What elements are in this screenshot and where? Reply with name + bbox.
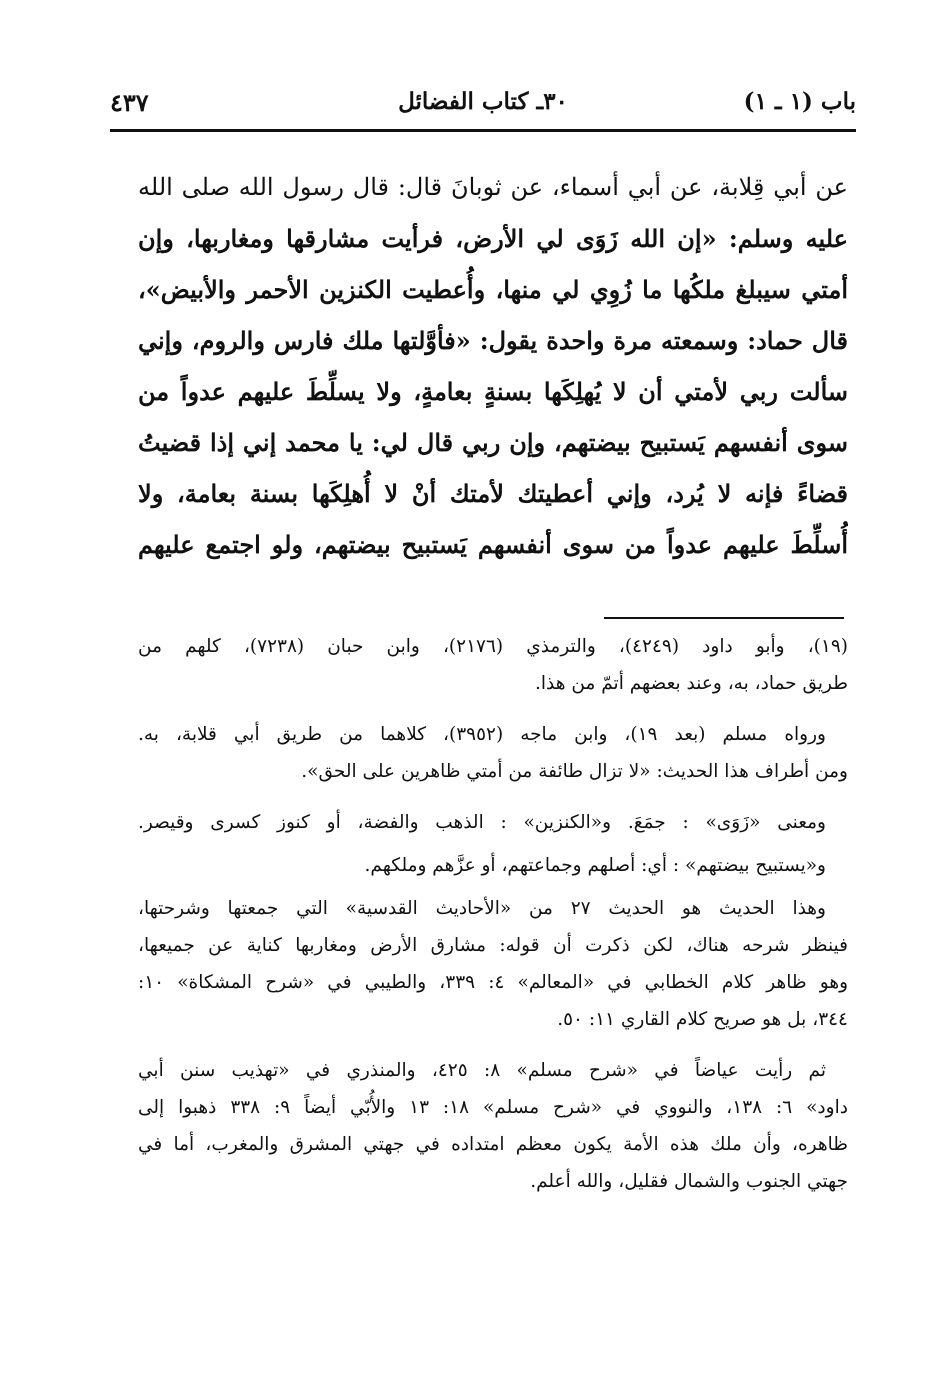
- footnote-paragraph: [138, 1052, 848, 1200]
- footnote-paragraph: [138, 628, 848, 702]
- main-line: قضاءً فإنه لا يُرد، وإني أعطيتك لأمتك أنْ لا أُهلِكَها بسنة بعامة، ولا: [138, 479, 848, 508]
- footnote-line: وهو ظاهر كلام الخطابي في «المعالم» ٤: ٣٣٩، والطيبي في «شرح المشكاة» ١٠:: [138, 972, 848, 993]
- footnotes: [138, 628, 848, 1214]
- footnote-line: ظاهره، وأن ملك هذه الأمة يكون معظم امتداده في جهتي المشرق والمغرب، أما في: [138, 1134, 848, 1155]
- footnote-line: ثم رأيت عياضاً في «شرح مسلم» ٨: ٤٢٥، والمنذري في «تهذيب سنن أبي: [138, 1060, 826, 1081]
- footnote-line: و«يستبيح بيضتهم» : أي: أصلهم وجماعتهم، أو عزَّهم وملكهم.: [364, 855, 826, 876]
- footnote-line: ٣٤٤، بل هو صريح كلام القاري ١١: ٥٠.: [557, 1009, 848, 1030]
- header-rule: [110, 129, 856, 132]
- page-header: [110, 88, 856, 132]
- book-title: ٣٠ـ كتاب الفضائل: [398, 88, 568, 115]
- main-line: عليه وسلم: «إن الله زَوَى لي الأرض، فرأيت مشارقها ومغاربها، وإن: [138, 224, 848, 253]
- footnote-separator: [604, 617, 844, 619]
- footnote-paragraph: [138, 804, 848, 841]
- main-line: سوى أنفسهم يَستبيح بيضتهم، وإن ربي قال لي: يا محمد إني إذا قضيتُ: [138, 428, 848, 457]
- footnote-paragraph: [138, 847, 848, 884]
- footnote-line: وهذا الحديث هو الحديث ٢٧ من «الأحاديث القدسية» التي جمعتها وشرحتها،: [138, 898, 826, 919]
- main-line: عن أبي قِلابة، عن أبي أسماء، عن ثوبانَ قال: قال رسول الله صلى الله: [138, 173, 848, 201]
- section-title: باب (١ ـ ١): [743, 88, 856, 115]
- footnote-line: جهتي الجنوب والشمال فقليل، والله أعلم.: [530, 1171, 848, 1192]
- main-line: أُسلِّطَ عليهم عدواً من سوى أنفسهم يَستبيح بيضتهم، ولو اجتمع عليهم: [138, 530, 848, 559]
- footnote-line: فينظر شرحه هناك، لكن ذكرت أن قوله: مشارق الأرض ومغاربها كناية عن جميعها،: [138, 935, 848, 956]
- footnote-line: داود» ٦: ١٣٨، والنووي في «شرح مسلم» ١٨: ١٣ والأُبّي أيضاً ٩: ٣٣٨ ذهبوا إلى: [138, 1097, 848, 1118]
- main-line: أمتي سيبلغ ملكُها ما زُوِي لي منها، وأُعطيت الكنزين الأحمر والأبيض»،: [138, 275, 848, 304]
- main-line: سألت ربي لأمتي أن لا يُهلِكَها بسنةٍ بعامةٍ، ولا يسلِّطَ عليهم عدواً من: [138, 377, 848, 406]
- footnote-line: (١٩)، وأبو داود (٤٢٤٩)، والترمذي (٢١٧٦)، وابن حبان (٧٢٣٨)، كلهم من: [138, 636, 848, 657]
- main-text: [138, 162, 848, 570]
- page-number: ٤٣٧: [110, 88, 149, 117]
- footnote-line: ومن أطراف هذا الحديث: «لا تزال طائفة من أمتي ظاهرين على الحق».: [301, 761, 848, 782]
- footnote-line: ومعنى «زَوَى» : جمَعَ. و«الكنزين» : الذهب والفضة، أو كنوز كسرى وقيصر.: [138, 812, 826, 833]
- footnote-line: طريق حماد، به، وعند بعضهم أتمّ من هذا.: [535, 673, 848, 694]
- footnote-paragraph: [138, 716, 848, 790]
- footnote-paragraph: [138, 890, 848, 1038]
- footnote-line: ورواه مسلم (بعد ١٩)، وابن ماجه (٣٩٥٢)، كلاهما من طريق أبي قلابة، به.: [138, 724, 826, 745]
- main-line: قال حماد: وسمعته مرة واحدة يقول: «فأوَّلتها ملك فارس والروم، وإني: [138, 326, 848, 355]
